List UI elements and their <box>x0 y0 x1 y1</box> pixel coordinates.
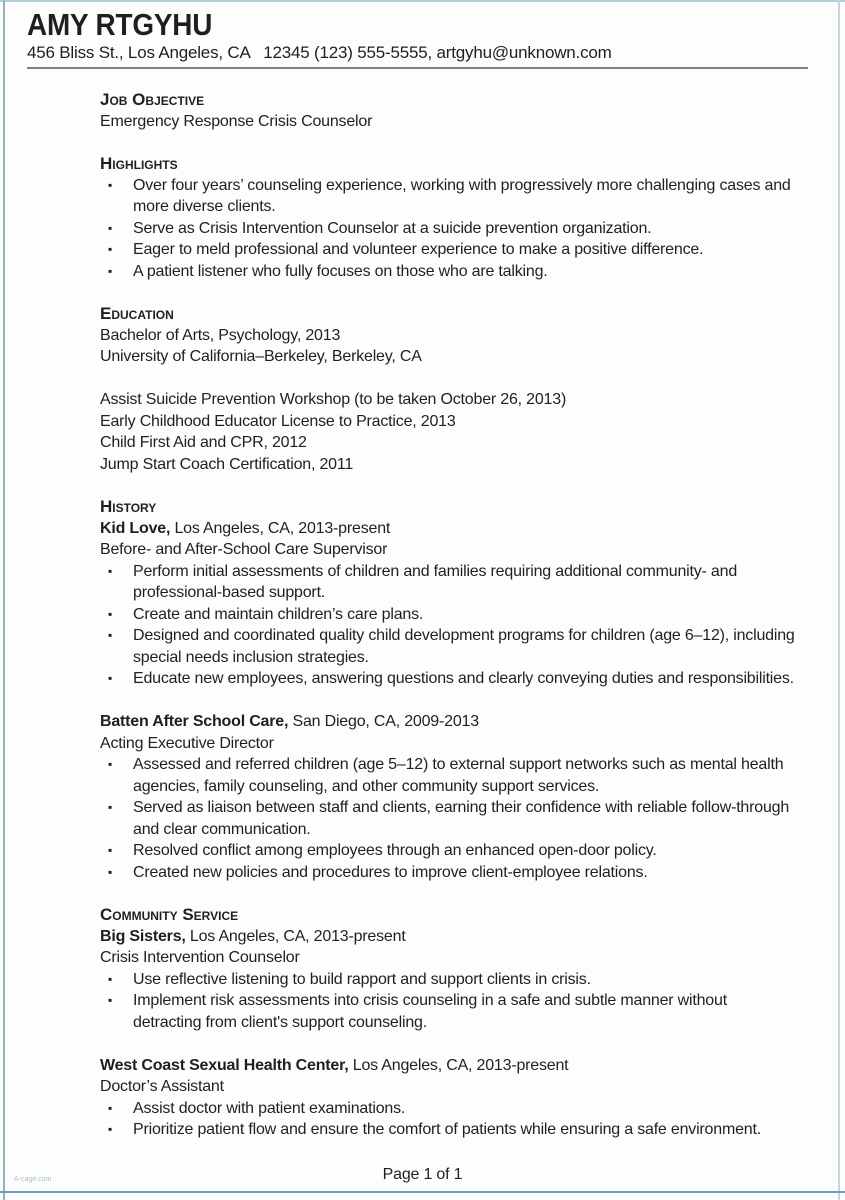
job-entry <box>100 1055 797 1141</box>
section-heading-history: History <box>100 497 157 516</box>
employer-meta: Los Angeles, CA, 2013-present <box>170 519 391 537</box>
highlights-list <box>100 175 797 283</box>
job-bullet-list <box>100 1098 797 1141</box>
job-employer-line <box>100 711 797 733</box>
employer-meta: Los Angeles, CA, 2013-present <box>348 1056 569 1074</box>
contact-line: 456 Bliss St., Los Angeles, CA 12345 (123) 555-5555, artgyhu@unknown.com <box>27 43 612 62</box>
list-item <box>100 990 797 1033</box>
job-entry <box>100 711 797 883</box>
employer-name: Batten After School Care, <box>100 713 289 730</box>
bullet-icon: ▪ <box>108 843 113 857</box>
bullet-icon: ▪ <box>108 628 113 642</box>
page-footer <box>0 1166 845 1184</box>
bullet-text: Prioritize patient flow and ensure the comfort of patients while ensuring a safe environment. <box>133 1121 761 1138</box>
education-credentials-block <box>100 389 797 475</box>
employer-meta: Los Angeles, CA, 2013-present <box>185 927 406 945</box>
list-item <box>100 604 797 626</box>
job-title: Crisis Intervention Counselor <box>100 949 300 966</box>
bullet-icon: ▪ <box>108 757 113 771</box>
bullet-icon: ▪ <box>108 671 113 685</box>
bullet-text: Assist doctor with patient examinations. <box>133 1099 406 1117</box>
list-item <box>100 840 797 862</box>
employer-name: West Coast Sexual Health Center, <box>100 1056 349 1074</box>
education-line: Jump Start Coach Certification, 2011 <box>100 455 354 473</box>
bullet-text: Create and maintain children’s care plans. <box>133 605 424 623</box>
list-item <box>100 218 797 240</box>
section-heading-education: Education <box>100 304 174 323</box>
frame-left-line <box>3 0 5 1200</box>
bullet-text: Created new policies and procedures to improve client-employee relations. <box>133 863 648 881</box>
job-employer-line <box>100 1055 797 1077</box>
bullet-text: Perform initial assessments of children and families requiring additional community- and professional-based support. <box>133 562 738 601</box>
list-item <box>100 561 797 604</box>
job-employer-line <box>100 926 797 948</box>
education-line: Early Childhood Educator License to Practice, 2013 <box>100 412 456 430</box>
education-line: Assist Suicide Prevention Workshop (to be taken October 26, 2013) <box>100 391 567 408</box>
bullet-text: Over four years’ counseling experience, working with progressively more challenging cases and more diverse clients. <box>133 176 791 215</box>
education-line: Child First Aid and CPR, 2012 <box>100 434 307 451</box>
section-heading-highlights: Highlights <box>100 154 178 173</box>
list-item <box>100 261 797 283</box>
section-heading-community-service: Community Service <box>100 905 239 924</box>
bullet-icon: ▪ <box>108 563 113 578</box>
bullet-icon: ▪ <box>108 993 113 1007</box>
list-item <box>100 625 797 668</box>
employer-meta: San Diego, CA, 2009-2013 <box>288 713 479 730</box>
list-item <box>100 1098 797 1120</box>
bullet-icon: ▪ <box>108 220 113 235</box>
frame-right-line <box>838 0 840 1200</box>
bullet-icon: ▪ <box>108 1100 113 1115</box>
employer-name: Big Sisters, <box>100 927 186 945</box>
frame-bottom-line <box>0 1191 845 1193</box>
bullet-text: A patient listener who fully focuses on those who are talking. <box>133 262 548 280</box>
watermark: A-cage.com <box>14 1176 52 1183</box>
job-title: Doctor’s Assistant <box>100 1078 224 1095</box>
education-degree-block <box>100 325 797 368</box>
list-item <box>100 175 797 218</box>
job-title: Acting Executive Director <box>100 734 274 752</box>
job-bullet-list <box>100 754 797 883</box>
bullet-icon: ▪ <box>108 606 113 621</box>
list-item <box>100 969 797 991</box>
candidate-name: AMY RTGYHU <box>27 7 213 42</box>
resume-header <box>0 0 845 69</box>
bullet-text: Educate new employees, answering questions and clearly conveying duties and responsibilities. <box>133 670 794 687</box>
frame-top-line <box>0 0 845 2</box>
header-divider <box>27 67 808 69</box>
bullet-icon: ▪ <box>108 263 113 278</box>
list-item <box>100 239 797 261</box>
bullet-icon: ▪ <box>108 864 113 879</box>
education-line: Bachelor of Arts, Psychology, 2013 <box>100 326 341 344</box>
bullet-text: Assessed and referred children (age 5–12) to external support networks such as mental health agencies, family counseling, and other community support services. <box>133 756 784 795</box>
job-bullet-list <box>100 969 797 1034</box>
list-item <box>100 862 797 884</box>
bullet-text: Served as liaison between staff and clients, earning their confidence with reliable follow-through and clear communication. <box>133 799 790 838</box>
list-item <box>100 754 797 797</box>
list-item <box>100 797 797 840</box>
job-bullet-list <box>100 561 797 690</box>
section-heading-job-objective: Job Objective <box>100 90 205 109</box>
bullet-text: Eager to meld professional and volunteer experience to make a positive difference. <box>133 241 704 258</box>
bullet-text: Implement risk assessments into crisis counseling in a safe and subtle manner without detracting from client's support counseling. <box>133 992 727 1031</box>
bullet-text: Serve as Crisis Intervention Counselor at a suicide prevention organization. <box>133 219 652 237</box>
job-title: Before- and After-School Care Supervisor <box>100 541 388 558</box>
bullet-text: Resolved conflict among employees through an enhanced open-door policy. <box>133 842 657 859</box>
page-number-label: Page 1 of 1 <box>382 1166 463 1183</box>
education-line: University of California–Berkeley, Berkeley, CA <box>100 348 422 365</box>
list-item <box>100 668 797 690</box>
bullet-icon: ▪ <box>108 242 113 256</box>
employer-name: Kid Love, <box>100 519 171 537</box>
job-entry <box>100 926 797 1034</box>
bullet-icon: ▪ <box>108 177 113 192</box>
job-employer-line <box>100 518 797 540</box>
job-entry <box>100 518 797 690</box>
bullet-text: Use reflective listening to build rapport and support clients in crisis. <box>133 970 591 988</box>
list-item <box>100 1119 797 1141</box>
objective-text: Emergency Response Crisis Counselor <box>100 112 373 130</box>
bullet-icon: ▪ <box>108 800 113 814</box>
bullet-icon: ▪ <box>108 1122 113 1136</box>
bullet-icon: ▪ <box>108 971 113 986</box>
resume-body <box>100 89 797 1141</box>
bullet-text: Designed and coordinated quality child development programs for children (age 6–12), including special needs inclusion strategies. <box>133 627 795 666</box>
